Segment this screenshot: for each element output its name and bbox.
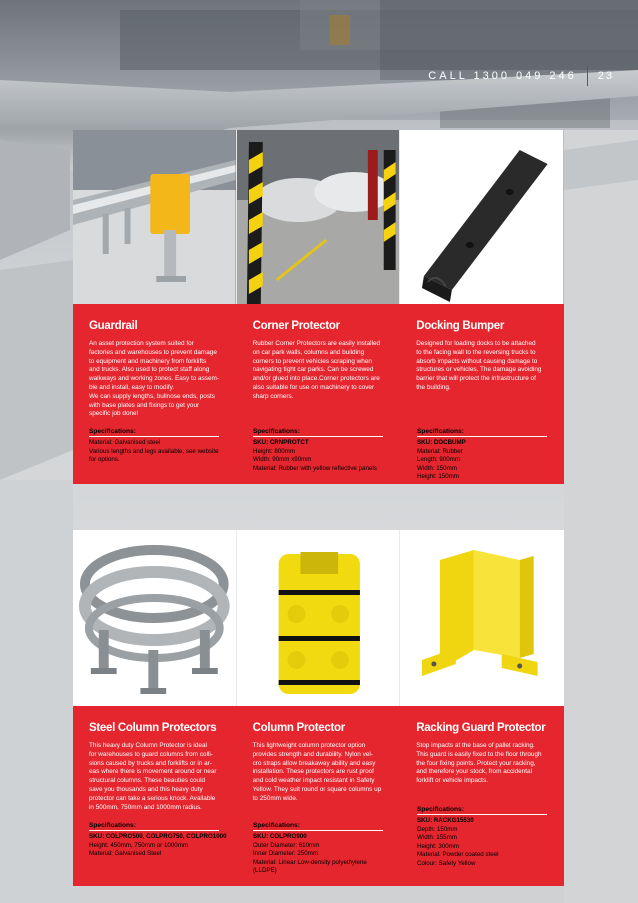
spec-line: Height: 450mm, 750mm or 1000mm xyxy=(89,841,189,849)
spec-line: Inner Diameter: 250mm xyxy=(253,850,318,858)
spec-line: Material: Linear Low-density polyethylene xyxy=(253,858,367,866)
call-number: CALL 1300 049 246 xyxy=(428,70,577,82)
specs-corner-protector xyxy=(253,422,383,473)
product-description: An asset protection system suited for factories and warehouses to prevent damage to equipment and machinery from forklifts and trucks. Also used to protect staff along walkways and working zones. Easy to assem- ble and install, easy to modify. We can supply lengths, bullnose ends, posts with base plates and fixings to get your specific job done! xyxy=(89,340,219,418)
spec-line: Outer Diameter: 610mm xyxy=(253,841,320,849)
spec-line: Material: Galvanised Steel xyxy=(89,850,162,858)
spec-line: Width: 90mm x90mm xyxy=(253,456,312,464)
spec-heading: Specifications: xyxy=(253,428,383,437)
spec-line: Width: 155mm xyxy=(417,834,457,842)
spec-line: Material: Rubber xyxy=(417,447,463,455)
photo-row-top xyxy=(73,130,564,304)
product-title: Steel Column Protectors xyxy=(89,722,217,734)
product-card-racking-guard xyxy=(400,706,564,812)
specs-racking-guard xyxy=(417,800,547,869)
spec-line: Height: 300mm xyxy=(417,842,459,850)
product-description: Rubber Corner Protectors are easily installed on car park walls, columns and building corners to prevent vehicles scraping when navigating tight car parks. Can be screwed and/or glued into place.Corner protectors are also suitable for use on machinery to cover sharp corners. xyxy=(252,340,381,400)
product-title: Racking Guard Protector xyxy=(416,722,546,734)
product-panel-top xyxy=(73,130,564,484)
product-description: This heavy duty Column Protector is ideal for warehouses to guard columns from colli- sions caused by trucks and forklifts or in ar- eas where there is movement around or near structural columns. These beauties could save you thousands and this heavy duty protector can take a serious knock. Available in 500mm, 750mm and 1000mm radius. xyxy=(89,742,217,811)
spec-line: SKU: COLPRO900 xyxy=(253,833,307,840)
product-description: This lightweight column protector option provides strength and durability. Nylon vel- cro straps allow breakaway ability and easy installation. These protectors are rust proof and cold weather impact resistant in Safety Yellow. They suit round or square columns up to 250mm wide. xyxy=(252,742,382,802)
product-card-column-protector xyxy=(237,706,401,812)
spec-line: Height: 800mm xyxy=(253,447,295,455)
spec-line: SKU: CRNPROTCT xyxy=(253,439,309,446)
spec-line: SKU: RACKG15530 xyxy=(417,817,474,824)
racking-guard-photo xyxy=(400,530,564,706)
spec-line: SKU: DOCBUMP xyxy=(417,439,466,446)
photo-row-bottom xyxy=(73,530,564,706)
page-header xyxy=(428,66,614,86)
spec-heading: Specifications: xyxy=(417,428,547,437)
product-title: Docking Bumper xyxy=(416,320,504,332)
product-title: Corner Protector xyxy=(252,320,340,332)
product-card-corner-protector xyxy=(237,304,401,419)
corner-protector-photo xyxy=(237,130,401,304)
product-description: Stop impacts at the base of pallet racking. This guard is easily fixed to the floor through the four fixing points. Protect your racking, and therefore your stock, from accidental forklift or vehicle impacts. xyxy=(416,742,542,785)
column-protector-photo xyxy=(237,530,401,706)
spec-line: Height: 150mm xyxy=(417,473,459,481)
spec-line: (LLDPE) xyxy=(253,867,277,875)
spec-line: Material: Powder coated steel xyxy=(417,851,499,859)
steel-column-protector-photo xyxy=(73,530,237,706)
spec-line: Colour: Safety Yellow xyxy=(417,859,476,867)
spec-heading: Specifications: xyxy=(89,428,219,437)
product-card-docking-bumper xyxy=(400,304,564,419)
product-title: Column Protector xyxy=(252,722,345,734)
product-panel-bottom xyxy=(73,530,564,886)
docking-bumper-photo xyxy=(400,130,564,304)
spec-line: Material: Rubber with yellow reflective panels xyxy=(253,464,377,472)
page-number: 23 xyxy=(597,70,614,82)
specs-docking-bumper xyxy=(417,422,547,482)
product-card-steel-column-protectors xyxy=(73,706,237,812)
product-card-guardrail xyxy=(73,304,237,419)
spec-line: Length: 900mm xyxy=(417,456,460,464)
spec-line: for options. xyxy=(89,456,120,464)
spec-heading: Specifications: xyxy=(253,822,383,831)
spec-heading: Specifications: xyxy=(417,806,547,815)
spec-line: Width: 150mm xyxy=(417,464,457,472)
header-divider xyxy=(587,66,588,86)
specs-steel-column-protectors xyxy=(89,816,227,859)
specs-column-protector xyxy=(253,816,383,876)
spec-line: Depth: 150mm xyxy=(417,825,458,833)
spec-line: SKU: COLPRO500, COLPRO750, COLPRO1000 xyxy=(89,833,227,840)
product-columns-bottom xyxy=(73,706,564,812)
spec-line: Material: Galvanised steel xyxy=(89,439,161,446)
spec-line: Various lengths and legs available, see website xyxy=(89,447,219,455)
specs-guardrail xyxy=(89,422,219,465)
product-columns-top xyxy=(73,304,564,419)
product-description: Designed for loading docks to be attached to the facing wall to the reversing trucks to absorb impacts without causing damage to structures or vehicles. The damage avoiding barrier that will protect the infrastructure of the building. xyxy=(416,340,542,391)
product-title: Guardrail xyxy=(89,320,138,332)
spec-heading: Specifications: xyxy=(89,822,219,831)
guardrail-photo xyxy=(73,130,237,304)
